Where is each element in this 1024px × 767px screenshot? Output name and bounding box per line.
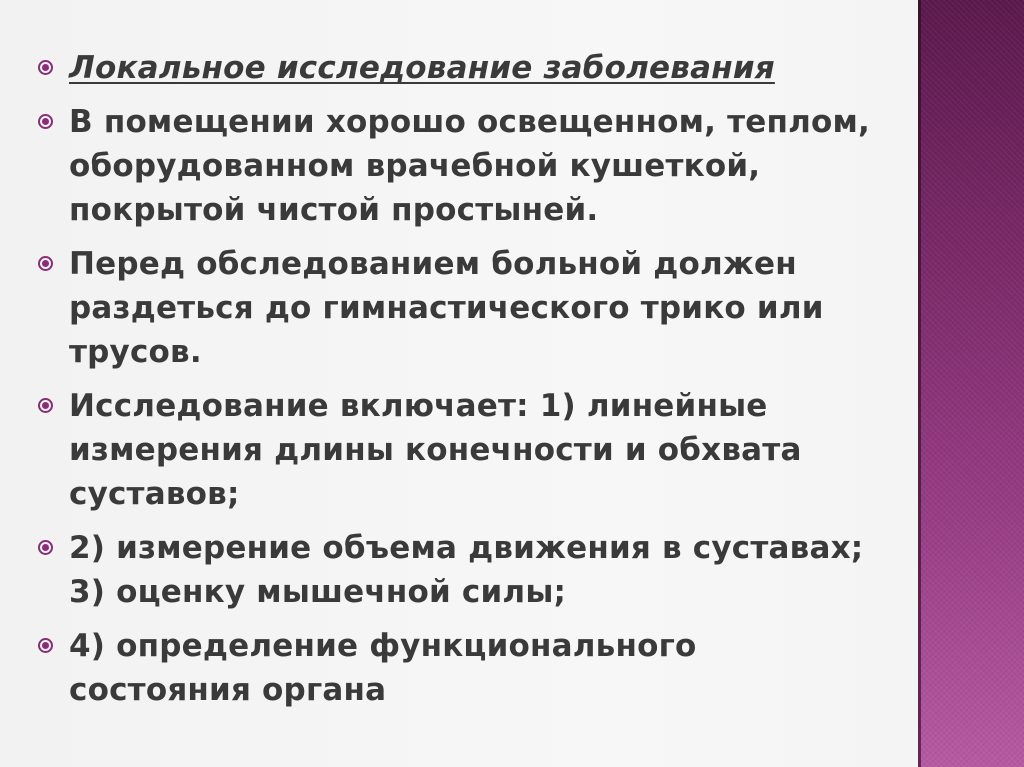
circled-dot-bullet-icon xyxy=(38,256,53,271)
list-item xyxy=(38,242,898,374)
circled-dot-bullet-icon xyxy=(38,114,53,129)
list-item-text: Перед обследованием больной должен раздеться до гимнастического трико или трусов. xyxy=(69,246,824,370)
list-item-text: В помещении хорошо освещенном, теплом, оборудованном врачебной кушеткой, покрытой чистой простыней. xyxy=(69,104,871,228)
circled-dot-bullet-icon xyxy=(38,540,53,555)
bullet-list xyxy=(38,46,898,722)
list-item-text: 4) определение функционального состояния органа xyxy=(69,628,697,708)
list-item-heading xyxy=(38,46,898,90)
circled-dot-bullet-icon xyxy=(38,60,53,75)
circled-dot-bullet-icon xyxy=(38,398,53,413)
list-item-text: Локальное исследование заболевания xyxy=(69,50,775,86)
list-item-text: Исследование включает: 1) линейные измерения длины конечности и обхвата суставов; xyxy=(69,388,802,512)
list-item xyxy=(38,624,898,712)
list-item xyxy=(38,384,898,516)
list-item xyxy=(38,526,898,614)
list-item xyxy=(38,100,898,232)
list-item-text: 2) измерение объема движения в суставах; 3) оценку мышечной силы; xyxy=(69,530,864,610)
circled-dot-bullet-icon xyxy=(38,638,53,653)
decorative-side-stripe xyxy=(918,0,1024,767)
